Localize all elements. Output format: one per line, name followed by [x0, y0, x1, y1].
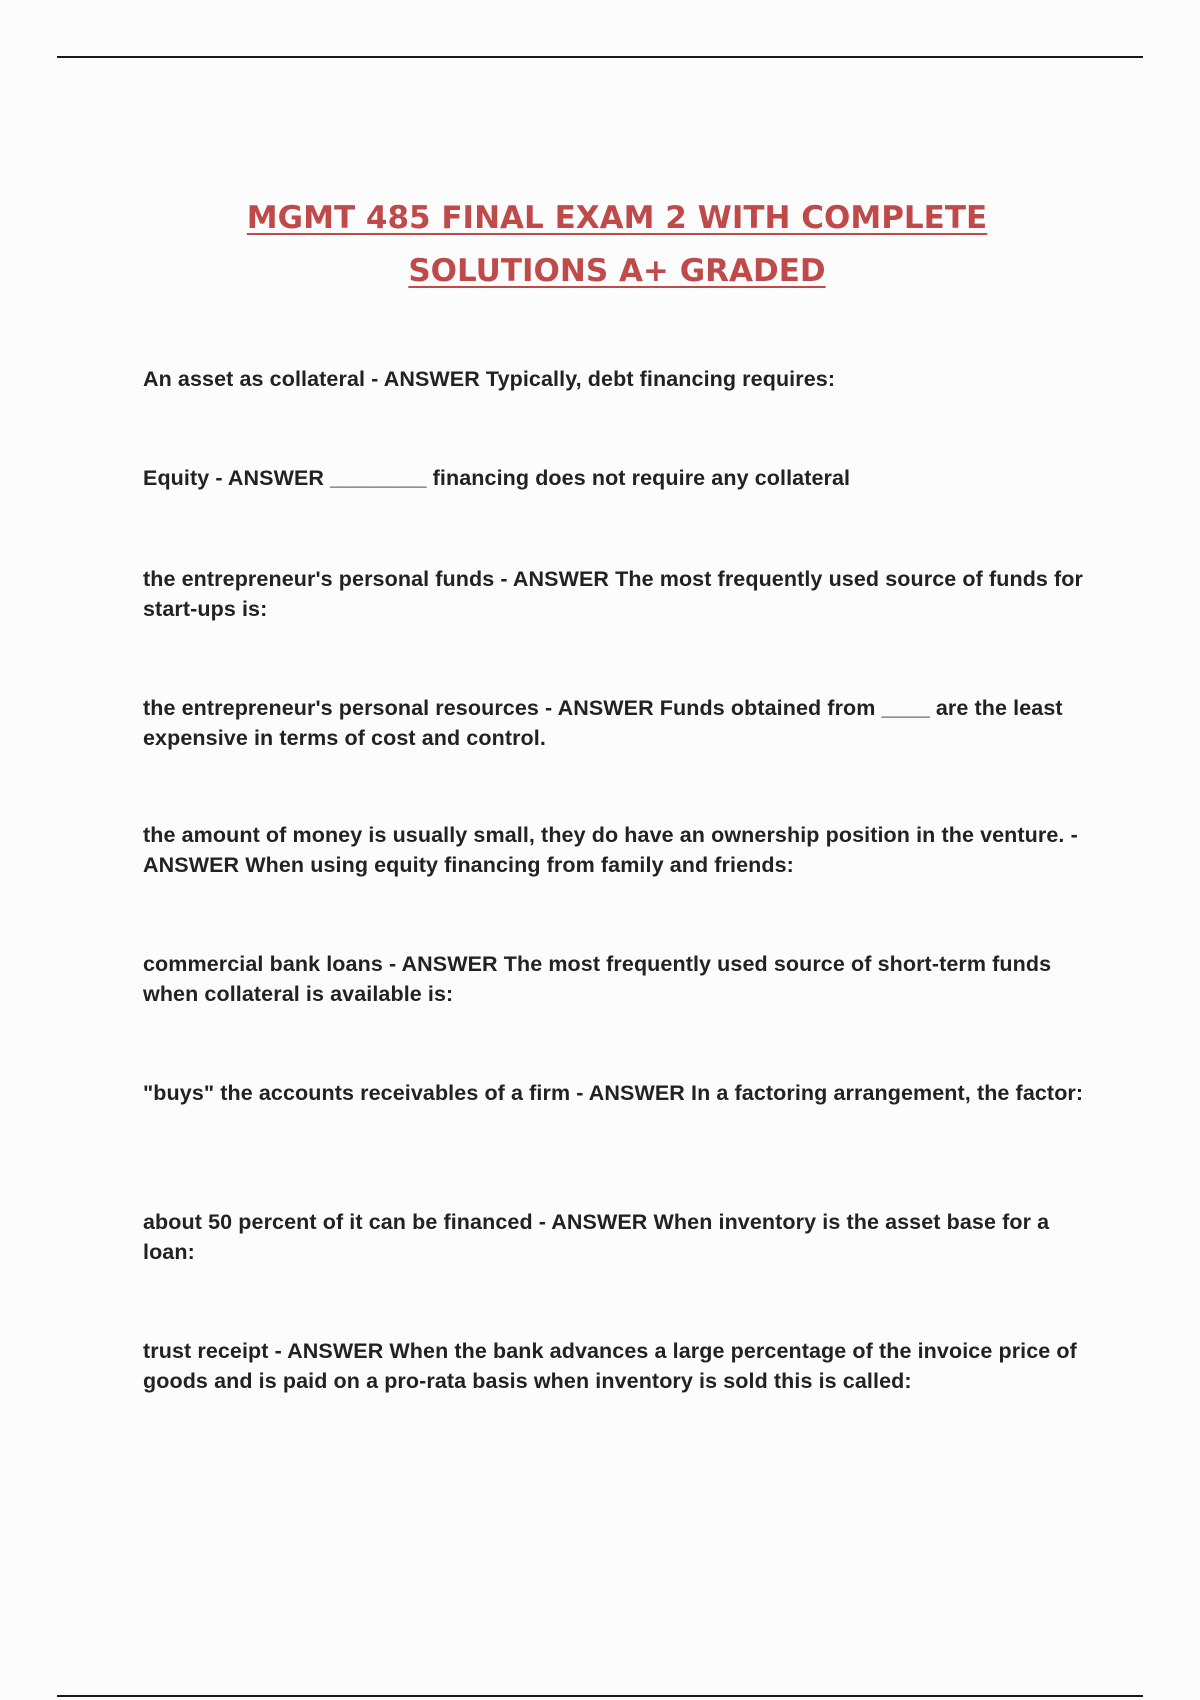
bottom-divider — [57, 1695, 1143, 1697]
qa-item: trust receipt - ANSWER When the bank advances a large percentage of the invoice price of goods and is paid on a pro-rata basis when inventory is sold this is called: — [143, 1339, 1077, 1393]
qa-item: the entrepreneur's personal resources - ANSWER Funds obtained from ____ are the least expensive in terms of cost and control. — [143, 696, 1063, 750]
qa-item: about 50 percent of it can be financed - ANSWER When inventory is the asset base for a loan: — [143, 1210, 1050, 1264]
qa-item: the amount of money is usually small, they do have an ownership position in the venture. - ANSWER When using equity financing from family and friends: — [143, 823, 1078, 877]
title-line-2: SOLUTIONS A+ GRADED — [408, 253, 826, 289]
title-line-1: MGMT 485 FINAL EXAM 2 WITH COMPLETE — [246, 200, 988, 236]
qa-item: "buys" the accounts receivables of a firm - ANSWER In a factoring arrangement, the factor: — [143, 1081, 1084, 1105]
top-divider — [57, 56, 1143, 58]
qa-item: Equity - ANSWER ________ financing does not require any collateral — [143, 466, 851, 490]
qa-item: the entrepreneur's personal funds - ANSWER The most frequently used source of funds for start-ups is: — [143, 567, 1084, 621]
page-title — [150, 192, 1084, 298]
qa-item: An asset as collateral - ANSWER Typically, debt financing requires: — [143, 367, 836, 391]
qa-item: commercial bank loans - ANSWER The most frequently used source of short-term funds when collateral is available is: — [143, 952, 1052, 1006]
